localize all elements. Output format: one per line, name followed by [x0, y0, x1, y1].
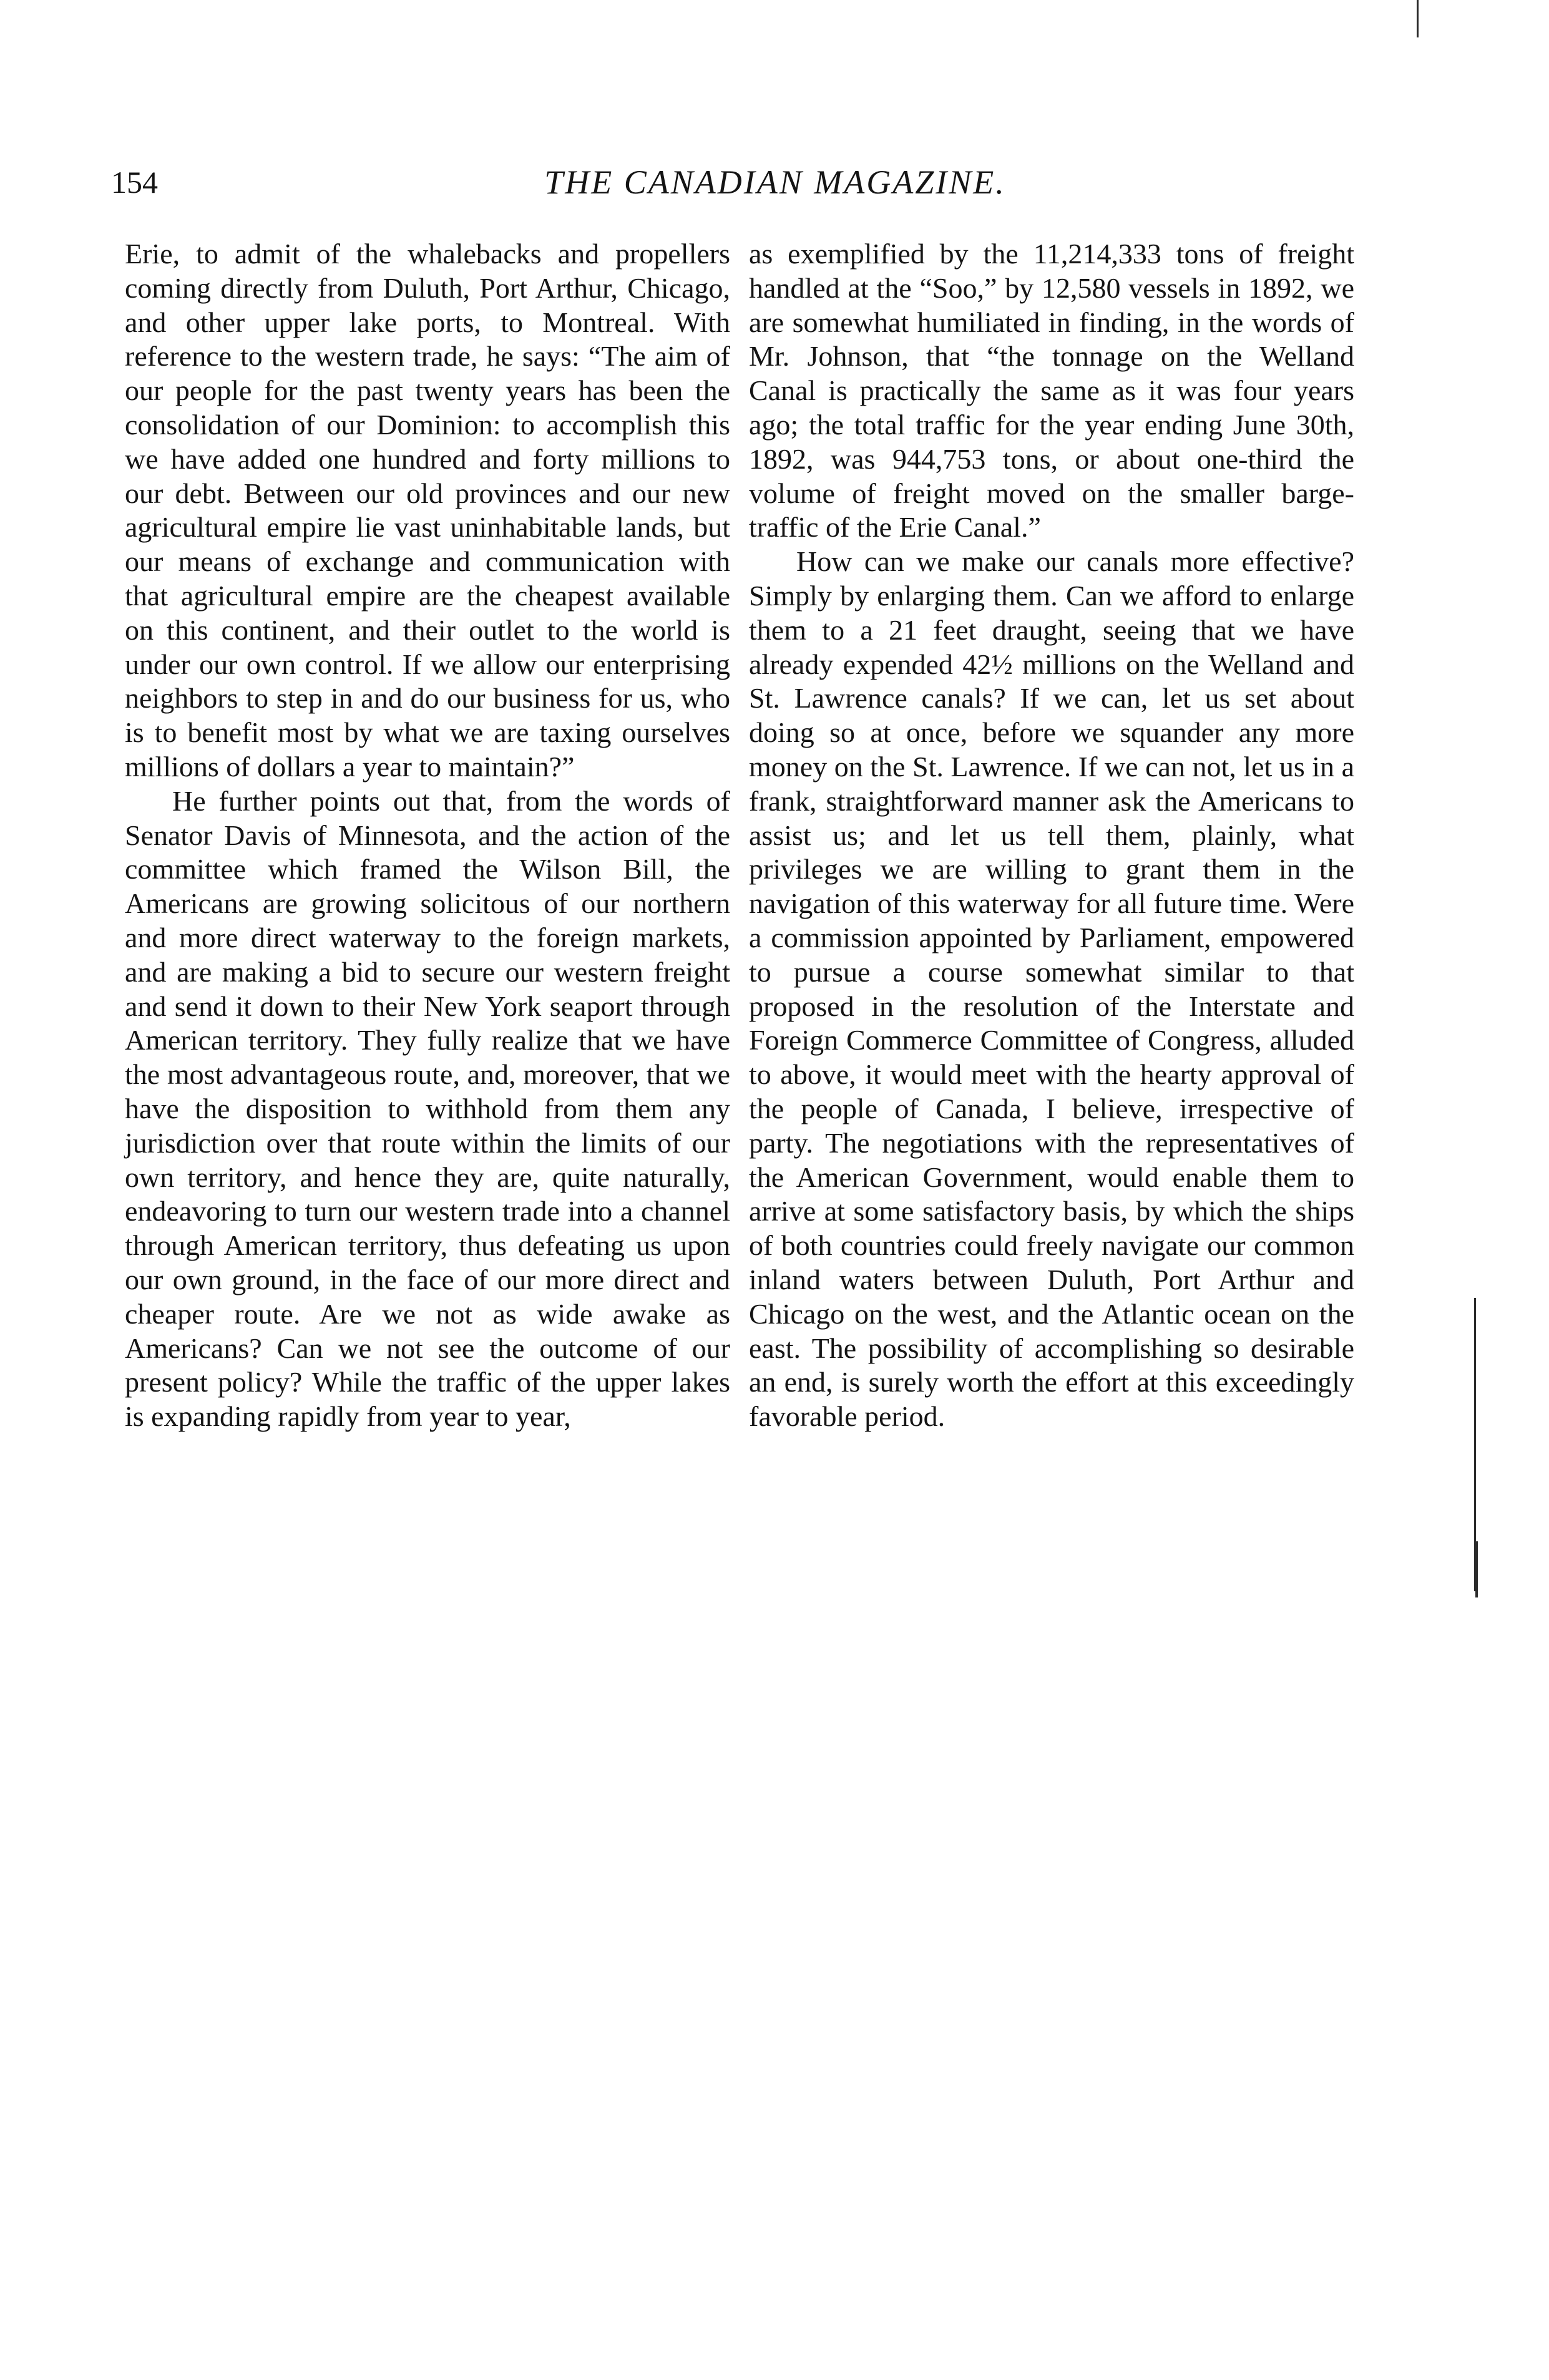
margin-mark-top [1417, 0, 1419, 37]
left-paragraph-2: He further points out that, from the words of Senator Davis of Minnesota, and the action of the committee which framed the Wilson Bill, the Americans are growing solicitous of our northern and more direct waterway to the foreign markets, and are making a bid to secure our western freight and send it down to their New York seaport through American territory. They fully realize that we have the most advantageous route, and, moreover, that we have the disposition to withhold from them any jurisdiction over that route within the limits of our own territory, and hence they are, quite naturally, endeavoring to turn our western trade into a channel through American territory, thus defeating us upon our own ground, in the face of our more direct and cheaper route. Are we not as wide awake as Americans? Can we not see the outcome of our present policy? While the traffic of the upper lakes is expanding rapidly from year to year, [125, 784, 730, 1433]
right-paragraph-1: as exemplified by the 11,214,333 tons of freight handled at the “Soo,” by 12,580 vessels in 1892, we are somewhat humiliated in finding, in the words of Mr. Johnson, that “the tonnage on the Welland Canal is practically the same as it was four years ago; the total traffic for the year ending June 30th, 1892, was 944,753 tons, or about one-third the volume of freight moved on the smaller barge-traffic of the Erie Canal.” [749, 238, 1354, 544]
right-paragraph-2: How can we make our canals more effective? Simply by enlarging them. Can we afford to enlarge them to a 21 feet draught, seeing that we have already expended 42½ millions on the Welland and St. Lawrence canals? If we can, let us set about doing so at once, before we squander any more money on the St. Lawrence. If we can not, let us in a frank, straightforward manner ask the Americans to assist us; and let us tell them, plainly, what privileges we are willing to grant them in the navigation of this waterway for all future time. Were a commission appointed by Parliament, empowered to pursue a course somewhat similar to that proposed in the resolution of the Interstate and Foreign Commerce Committee of Congress, alluded to above, it would meet with the hearty approval of the people of Canada, I believe, irrespective of party. The negotiations with the representatives of the American Government, would enable them to arrive at some satisfactory basis, by which the ships of both countries could freely navigate our common inland waters between Duluth, Port Arthur and Chicago on the west, and the Atlantic ocean on the east. The possibility of accomplishing so desirable an end, is surely worth the effort at this exceedingly favorable period. [749, 545, 1354, 1433]
left-paragraph-1: Erie, to admit of the whalebacks and propellers coming directly from Duluth, Port Arthur, Chicago, and other upper lake ports, to Montreal. With reference to the western trade, he says: “The aim of our people for the past twenty years has been the consolidation of our Dominion: to accomplish this we have added one hundred and forty millions to our debt. Between our old provinces and our new agricultural empire lie vast uninhabitable lands, but our means of exchange and communication with that agricultural empire are the cheapest available on this continent, and their outlet to the world is under our own control. If we allow our enterprising neighbors to step in and do our business for us, who is to benefit most by what we are taxing ourselves millions of dollars a year to maintain?” [125, 238, 730, 783]
left-column [125, 237, 730, 1434]
page-number: 154 [111, 165, 158, 200]
running-head: THE CANADIAN MAGAZINE. [544, 163, 1006, 201]
right-column [749, 237, 1354, 1434]
margin-mark-middle-2 [1475, 1541, 1478, 1597]
